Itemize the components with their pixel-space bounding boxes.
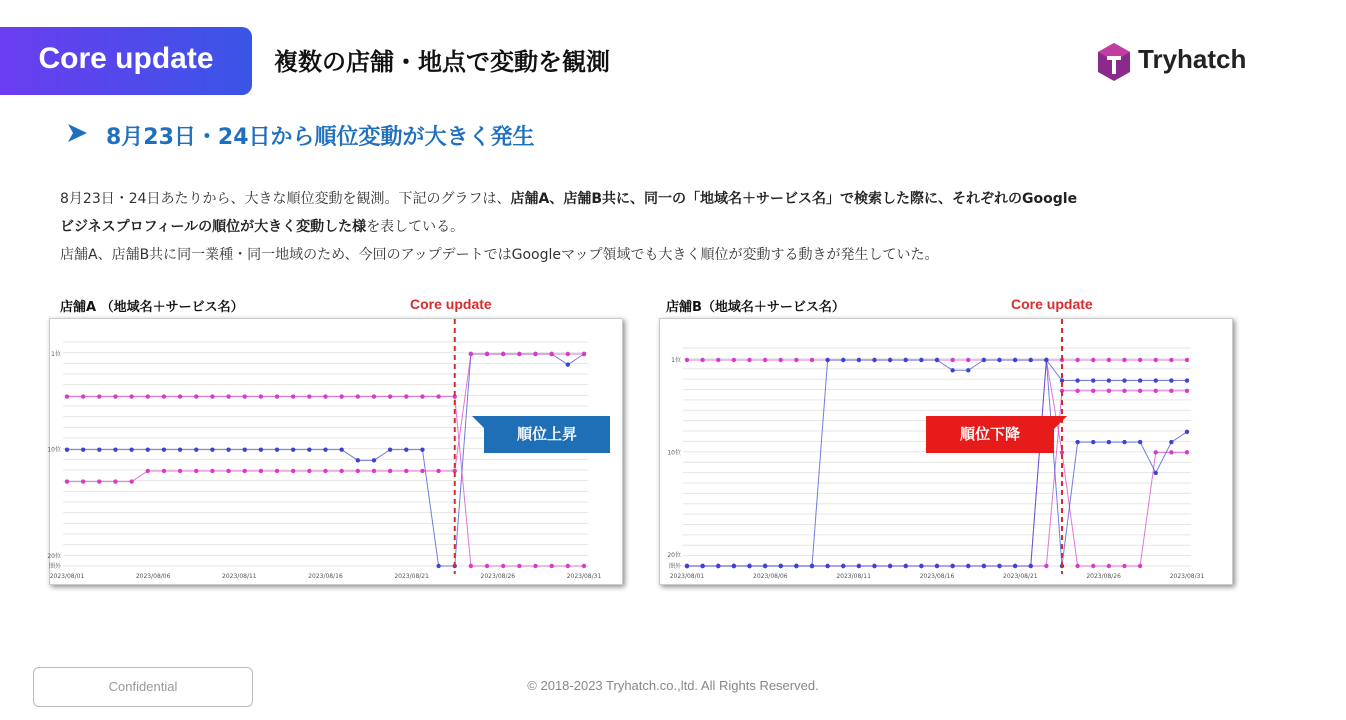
chart-b-series-3-point [935, 358, 939, 362]
chart-a-series-0-point [356, 458, 360, 462]
chart-a-series-0-point [162, 447, 166, 451]
chart-b-series-3-point [872, 358, 876, 362]
chart-b-series-1-point [1154, 450, 1158, 454]
chart-b-series-4-point [966, 564, 970, 568]
chart-a-callout-pointer [472, 416, 486, 430]
chart-b-series-0-point [1107, 358, 1111, 362]
chart-b-series-2-point [1122, 389, 1126, 393]
chart-a-series-0-point [291, 447, 295, 451]
chart-b-series-1-point [1185, 450, 1189, 454]
chart-a-series-0-point [81, 447, 85, 451]
chart-b-series-4-point [857, 564, 861, 568]
chart-b-series-0-point [1122, 358, 1126, 362]
chart-b-series-4-point [810, 564, 814, 568]
chart-b-x-tick-label: 2023/08/26 [1086, 573, 1121, 580]
chart-a-series-1-point [129, 394, 133, 398]
chart-a-series-2-point [243, 469, 247, 473]
chart-b-series-2-point [1169, 389, 1173, 393]
chart-a-series-0-point [388, 447, 392, 451]
chart-a-series-0-point [275, 447, 279, 451]
chart-a-series-2-point [226, 469, 230, 473]
chart-a-series-1-point [81, 394, 85, 398]
chart-a-series-1-point [259, 394, 263, 398]
chart-b-series-4-point [904, 564, 908, 568]
chart-b-series-2-point [1107, 389, 1111, 393]
body-text [60, 185, 1220, 269]
chart-a-series-2-point [404, 469, 408, 473]
chart-b-series-3-point [919, 358, 923, 362]
chart-a-series-2-point [356, 469, 360, 473]
chart-a-series-1-point [226, 394, 230, 398]
chart-a-series-2-point [65, 479, 69, 483]
chart-a-series-0-point [113, 447, 117, 451]
chart-a-series-1-point [178, 394, 182, 398]
confidential-label: Confidential [33, 667, 253, 707]
chart-b-x-tick-label: 2023/08/16 [919, 573, 955, 580]
chart-a-series-0-point [243, 447, 247, 451]
chart-b-series-4-point [794, 564, 798, 568]
chart-a-series-1-point [517, 564, 521, 568]
chart-a-series-2-point [372, 469, 376, 473]
tryhatch-logo-icon [1096, 42, 1132, 82]
chart-a-series-2-point [323, 469, 327, 473]
chart-b-series-1-point [950, 358, 954, 362]
chart-b-series-1-point [779, 358, 783, 362]
chart-b-series-0-point [1075, 358, 1079, 362]
chart-b-series-3-point [1154, 471, 1158, 475]
chart-a-series-1-point [275, 394, 279, 398]
chart-a-series-1-point [388, 394, 392, 398]
chart-a-series-2-point [485, 352, 489, 356]
chart-b-y-tick-label: 10位 [667, 449, 681, 457]
chart-b-series-3-point [982, 358, 986, 362]
chart-a-x-tick-label: 2023/08/21 [394, 573, 429, 580]
chart-a-series-2-point [97, 479, 101, 483]
chart-b-series-1-point [700, 358, 704, 362]
chart-a-series-1-point [582, 564, 586, 568]
chart-a-series-1-point [566, 564, 570, 568]
chart-b-series-4-point [872, 564, 876, 568]
chart-b-series-1-point [732, 358, 736, 362]
chart-a-series-0-point [97, 447, 101, 451]
chart-a-series-0-point [65, 447, 69, 451]
chart-a-series-1-point [339, 394, 343, 398]
chart-a-series-0-point [323, 447, 327, 451]
chart-a-y-tick-label: 1位 [51, 351, 61, 358]
chart-a-series-1-point [533, 564, 537, 568]
chart-b-series-3-point [1107, 440, 1111, 444]
chart-b-x-tick-label: 2023/08/01 [669, 573, 705, 580]
chart-b-series-1-point [1169, 450, 1173, 454]
chart-b-series-4-point [1185, 378, 1189, 382]
chart-a-series-0-point [194, 447, 198, 451]
chart-b-series-4-point [1154, 378, 1158, 382]
chart-b-series-1-point [1107, 564, 1111, 568]
chart-b-callout: 順位下降 [926, 416, 1054, 453]
chart-b-series-1-point [1091, 564, 1095, 568]
chart-b-series-2-point [1044, 564, 1048, 568]
chart-a-series-1-point [420, 394, 424, 398]
chart-b-series-4-point [997, 564, 1001, 568]
chart-a-series-2-point [146, 469, 150, 473]
chart-a-series-2-point [517, 352, 521, 356]
chart-b-y-tick-label: 1位 [671, 357, 681, 364]
chart-b-series-2-point [1185, 389, 1189, 393]
chart-b-series-4-point [763, 564, 767, 568]
chart-a-series-0-point [307, 447, 311, 451]
chart-a-series-0-point [566, 362, 570, 366]
chart-a-series-2-point [501, 352, 505, 356]
chart-b-series-4-point [1013, 564, 1017, 568]
chart-b-series-4-point [1091, 378, 1095, 382]
chart-a-series-1-point [162, 394, 166, 398]
chart-a-series-2-point [549, 352, 553, 356]
arrow-icon [66, 122, 88, 150]
chart-a-series-1-point [501, 564, 505, 568]
chart-b-series-3-point [950, 368, 954, 372]
chart-a-series-0-point [210, 447, 214, 451]
chart-a-series-0-point [259, 447, 263, 451]
chart-b-series-1-point [716, 358, 720, 362]
chart-b-series-3-point [841, 358, 845, 362]
core-update-badge: Core update [0, 27, 252, 95]
chart-a-x-tick-label: 2023/08/06 [135, 573, 171, 580]
chart-a-series-0-point [178, 447, 182, 451]
chart-b-series-4-point [1044, 358, 1048, 362]
body-line-3: 店舗A、店舗B共に同一業種・同一地域のため、今回のアップデートではGoogleマップ領域でも大きく順位が変動する動きが発生していた。 [60, 247, 939, 263]
chart-a-series-1-point [485, 564, 489, 568]
chart-b-series-3-point [1138, 440, 1142, 444]
chart-a-series-1-point [97, 394, 101, 398]
chart-b-x-tick-label: 2023/08/06 [753, 573, 788, 580]
chart-a-series-2-point [291, 469, 295, 473]
slide-title: 複数の店舗・地点で変動を観測 [274, 48, 610, 76]
chart-b-series-1-point [1075, 564, 1079, 568]
chart-a-series-2-point [388, 469, 392, 473]
chart-a-y-tick-label: 圏外 [48, 563, 61, 570]
chart-a-series-0-point [146, 447, 150, 451]
chart-a-series-2-point [129, 479, 133, 483]
chart-a-series-0-point [436, 564, 440, 568]
chart-b-series-3-point [825, 358, 829, 362]
chart-a-series-1-point [307, 394, 311, 398]
chart-a-series-0-point [404, 447, 408, 451]
chart-a-x-tick-label: 2023/08/01 [49, 573, 85, 580]
chart-b-series-4-point [1029, 564, 1033, 568]
chart-b-series-0-point [1169, 358, 1173, 362]
chart-a-series-1-point [210, 394, 214, 398]
chart-b-y-tick-label: 圏外 [668, 563, 681, 570]
chart-a-series-2-point [339, 469, 343, 473]
chart-b-series-1-point [1122, 564, 1126, 568]
chart-a-series-1-point [436, 394, 440, 398]
chart-a-series-1-point [356, 394, 360, 398]
chart-a-series-0-point [339, 447, 343, 451]
chart-a-series-1-point [323, 394, 327, 398]
chart-b-series-4-point [1107, 378, 1111, 382]
chart-b-core-update-label: Core update [1011, 296, 1093, 312]
chart-a-x-tick-label: 2023/08/16 [308, 573, 343, 580]
chart-a-series-2-point [307, 469, 311, 473]
subheading-text: 8月23日・24日から順位変動が大きく発生 [106, 125, 535, 150]
chart-a-series-0-point [372, 458, 376, 462]
chart-b-series-0-point [1185, 358, 1189, 362]
chart-a-series-2-point [436, 469, 440, 473]
chart-a-y-tick-label: 10位 [47, 446, 61, 454]
chart-b-series-3-point [1075, 440, 1079, 444]
chart-b-series-4-point [1138, 378, 1142, 382]
section-subheading [66, 120, 535, 151]
chart-b-title: 店舗B（地域名＋サービス名） [666, 300, 845, 315]
chart-b-series-1-point [685, 358, 689, 362]
chart-b-series-3-point [888, 358, 892, 362]
chart-b-x-tick-label: 2023/08/11 [836, 573, 871, 580]
chart-b-series-1-point [794, 358, 798, 362]
chart-a-callout: 順位上昇 [484, 416, 610, 453]
chart-a-series-1-point [113, 394, 117, 398]
chart-a-series-1-point [404, 394, 408, 398]
chart-b-series-4-point [888, 564, 892, 568]
chart-a-series-2-point [582, 352, 586, 356]
chart-a-title: 店舗A （地域名＋サービス名） [60, 300, 244, 315]
chart-a-x-tick-label: 2023/08/11 [222, 573, 257, 580]
chart-a-y-tick-label: 20位 [47, 553, 61, 560]
chart-a-series-2-point [210, 469, 214, 473]
body-line-1: 8月23日・24日あたりから、大きな順位変動を観測。下記のグラフは、店舗A、店舗B共に、同一の「地域名＋サービス名」で検索した際に、それぞれのGoogle [60, 191, 1078, 207]
chart-b-series-4-point [685, 564, 689, 568]
chart-a-series-1-point [243, 394, 247, 398]
chart-a-series-1-point [291, 394, 295, 398]
chart-a-series-2-point [469, 352, 473, 356]
chart-a-series-1-point [194, 394, 198, 398]
chart-a-x-tick-label: 2023/08/26 [480, 573, 516, 580]
chart-a-series-2-point [194, 469, 198, 473]
chart-b-series-3-point [1185, 430, 1189, 434]
chart-b-y-tick-label: 20位 [667, 552, 681, 559]
chart-b-series-4-point [779, 564, 783, 568]
chart-b-callout-pointer [1053, 416, 1067, 430]
chart-a-series-2-point [420, 469, 424, 473]
chart-a-core-update-label: Core update [410, 296, 492, 312]
logo-text: Tryhatch [1138, 44, 1247, 74]
chart-a-series-0-point [420, 447, 424, 451]
chart-a-series-2-point [81, 479, 85, 483]
chart-b-series-4-point [1075, 378, 1079, 382]
chart-b-series-4-point [716, 564, 720, 568]
chart-b-series-3-point [1122, 440, 1126, 444]
chart-b-series-0-point [1138, 358, 1142, 362]
chart-a-series-2-point [113, 479, 117, 483]
chart-b-series-3-point [904, 358, 908, 362]
chart-b-series-1-point [763, 358, 767, 362]
chart-b-series-3-point [857, 358, 861, 362]
chart-b-series-0-point [1154, 358, 1158, 362]
chart-a-series-2-point [178, 469, 182, 473]
chart-b-series-4-point [841, 564, 845, 568]
chart-b-series-4-point [982, 564, 986, 568]
chart-a-series-1-point [469, 564, 473, 568]
chart-b-series-2-point [1091, 389, 1095, 393]
chart-b-series-4-point [732, 564, 736, 568]
chart-a-series-2-point [162, 469, 166, 473]
chart-a-series-1-point [65, 394, 69, 398]
chart-a-series-1-point [372, 394, 376, 398]
chart-b-series-1-point [1138, 564, 1142, 568]
chart-b-x-tick-label: 2023/08/31 [1169, 573, 1205, 580]
tryhatch-logo [1096, 40, 1246, 84]
chart-b-series-1-point [747, 358, 751, 362]
chart-b-series-4-point [1122, 378, 1126, 382]
chart-a-series-2-point [275, 469, 279, 473]
chart-a-series-2-point [533, 352, 537, 356]
chart-b-series-3-point [1013, 358, 1017, 362]
chart-b-series-4-point [825, 564, 829, 568]
chart-b-series-2-point [1138, 389, 1142, 393]
chart-b-series-1-point [810, 358, 814, 362]
chart-b-x-tick-label: 2023/08/21 [1003, 573, 1038, 580]
chart-b-series-4-point [935, 564, 939, 568]
chart-a-series-0-point [129, 447, 133, 451]
chart-b-series-2-point [1075, 389, 1079, 393]
chart-b-series-3-point [966, 368, 970, 372]
chart-b-series-3-point [1169, 440, 1173, 444]
chart-b-series-0-point [1091, 358, 1095, 362]
body-line-2: ビジネスプロフィールの順位が大きく変動した様を表している。 [60, 219, 465, 235]
chart-a-series-0-point [226, 447, 230, 451]
chart-b-series-4-point [919, 564, 923, 568]
chart-b-series-3-point [1029, 358, 1033, 362]
chart-a-series-1-point [549, 564, 553, 568]
copyright-text: © 2018-2023 Tryhatch.co.,ltd. All Rights Reserved. [527, 678, 819, 693]
chart-b-series-1-point [966, 358, 970, 362]
chart-b-series-4-point [950, 564, 954, 568]
chart-b-series-3-point [1091, 440, 1095, 444]
chart-a-x-tick-label: 2023/08/31 [566, 573, 602, 580]
chart-a-series-2-point [566, 352, 570, 356]
chart-b-series-4-point [1169, 378, 1173, 382]
chart-a-series-2-point [259, 469, 263, 473]
chart-b-series-3-point [997, 358, 1001, 362]
chart-b-series-4-point [747, 564, 751, 568]
chart-b-series-2-point [1154, 389, 1158, 393]
chart-b-series-4-point [700, 564, 704, 568]
chart-b-series-1-point [1060, 450, 1064, 454]
chart-a-series-1-point [146, 394, 150, 398]
